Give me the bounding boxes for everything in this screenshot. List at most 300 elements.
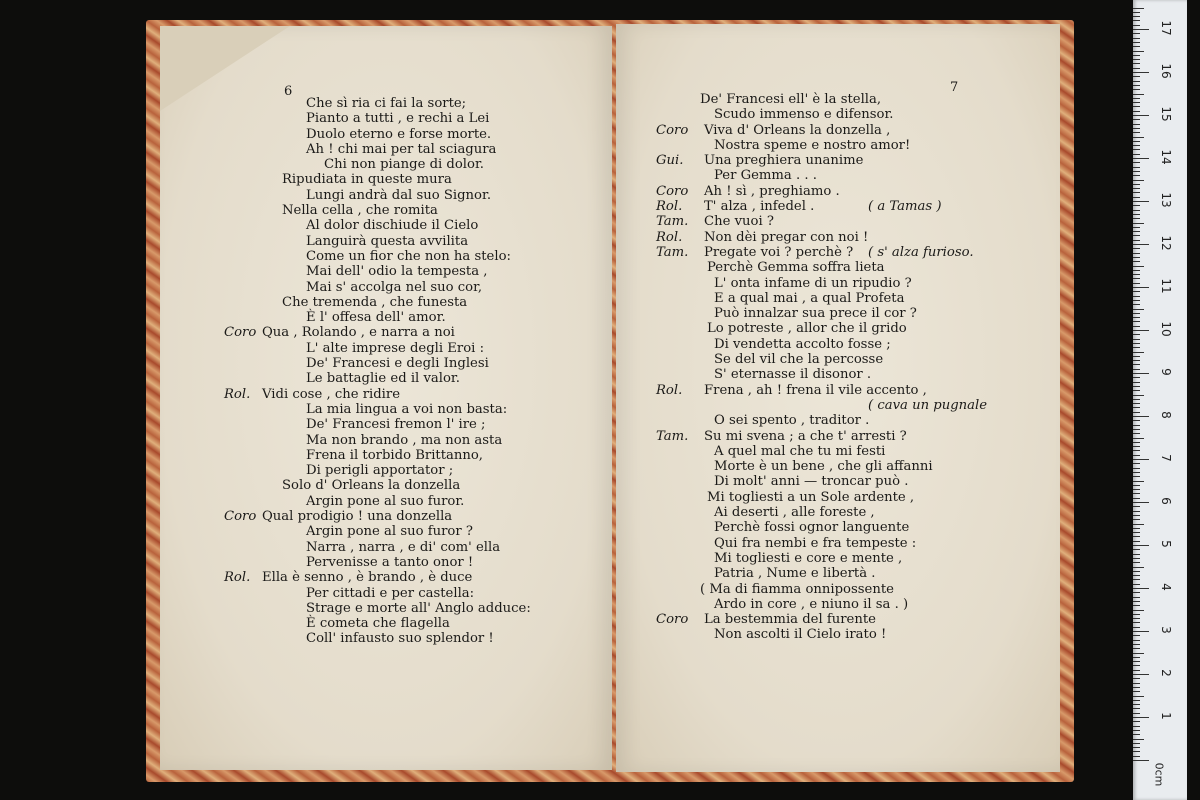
ruler-tick: [1133, 429, 1140, 430]
ruler-tick: [1133, 442, 1140, 443]
ruler-tick: [1133, 511, 1140, 512]
ruler-tick: [1133, 420, 1140, 421]
ruler-tick: [1133, 489, 1140, 490]
ruler-tick: [1133, 132, 1140, 133]
ruler-tick: [1133, 683, 1140, 684]
verse-text: Per Gemma . . .: [714, 168, 817, 184]
ruler-tick: [1133, 343, 1140, 344]
verse-line: [264, 448, 604, 463]
verse-text: Come un fior che non ha stelo:: [306, 248, 511, 264]
ruler-tick: [1133, 72, 1149, 73]
ruler-tick: [1133, 502, 1149, 503]
ruler-tick: [1133, 696, 1144, 697]
verse-line: [264, 280, 604, 295]
ruler-tick: [1133, 373, 1149, 374]
ruler-tick: [1133, 717, 1149, 718]
ruler-tick: [1133, 167, 1140, 168]
ruler-tick: [1133, 184, 1140, 185]
ruler-tick: [1133, 704, 1140, 705]
verse-text: Che sì ria ci fai la sorte;: [306, 96, 467, 111]
verse-line: [656, 276, 1056, 291]
verse-text: Che vuoi ?: [704, 214, 774, 230]
ruler-tick: [1133, 106, 1140, 107]
ruler-tick: [1133, 231, 1140, 232]
ruler-tick: [1133, 291, 1140, 292]
speaker-label: Tam.: [656, 214, 689, 230]
ruler-tick: [1133, 455, 1140, 456]
left-page: [160, 26, 612, 770]
verse-text: Di perigli apportator ;: [306, 463, 454, 479]
ruler-tick: [1133, 605, 1140, 606]
verse-line: [264, 264, 604, 279]
verse-line: [264, 127, 604, 142]
verse-line: [264, 310, 604, 325]
verse-text: ( Ma di fiamma onnipossente: [700, 581, 894, 597]
ruler-label: 5: [1159, 540, 1173, 548]
verse-line: [264, 463, 604, 478]
verse-line: [264, 172, 604, 187]
ruler-tick: [1133, 115, 1149, 116]
verse-text: Ai deserti , alle foreste ,: [714, 505, 875, 521]
ruler-tick: [1133, 326, 1140, 327]
text-block: [224, 96, 604, 647]
ruler-tick: [1133, 743, 1140, 744]
verse-line: [264, 234, 604, 249]
ruler-tick: [1133, 506, 1140, 507]
ruler-tick: [1133, 334, 1140, 335]
speaker-label: Coro: [656, 612, 689, 628]
ruler-tick: [1133, 81, 1140, 82]
ruler-tick: [1133, 399, 1140, 400]
ruler-tick: [1133, 55, 1140, 56]
ruler-tick: [1133, 248, 1140, 249]
verse-line: [224, 570, 604, 586]
verse-text: Non dèi pregar con noi !: [704, 229, 869, 245]
ruler-tick: [1133, 94, 1144, 95]
ruler-tick: [1133, 274, 1140, 275]
ruler-label: 13: [1159, 192, 1173, 208]
ruler-tick: [1133, 270, 1140, 271]
ruler-tick: [1133, 377, 1140, 378]
ruler-tick: [1133, 162, 1140, 163]
ruler-label: 10: [1159, 321, 1173, 337]
ruler-tick: [1133, 665, 1140, 666]
verse-line: [264, 417, 604, 432]
verse-line: [656, 337, 1056, 352]
ruler-tick: [1133, 498, 1140, 499]
ruler-tick: [1133, 201, 1149, 202]
ruler-tick: [1133, 317, 1140, 318]
ruler-tick: [1133, 597, 1140, 598]
verse-text: Chi non piange di dolor.: [324, 157, 485, 173]
ruler-tick: [1133, 433, 1140, 434]
verse-line: [264, 249, 604, 264]
ruler-tick: [1133, 364, 1140, 365]
verse-text: Di molt' anni — troncar può .: [714, 474, 909, 490]
ruler-tick: [1133, 528, 1140, 529]
ruler-tick: [1133, 515, 1140, 516]
verse-text: Ma non brando , ma non asta: [306, 432, 503, 448]
ruler-tick: [1133, 369, 1140, 370]
verse-text: La bestemmia del furente: [704, 612, 876, 628]
verse-line: [656, 199, 1056, 214]
verse-line: [264, 555, 604, 570]
verse-text: L' alte imprese degli Eroi :: [306, 340, 485, 356]
verse-line: [264, 295, 604, 310]
verse-text: Su mi svena ; a che t' arresti ?: [704, 428, 907, 444]
ruler-tick: [1133, 760, 1149, 761]
verse-line: [656, 627, 1056, 642]
verse-text: O sei spento , traditor .: [714, 413, 870, 429]
ruler-tick: [1133, 407, 1140, 408]
ruler-tick: [1133, 588, 1149, 589]
verse-text: Mi togliesti e core e mente ,: [714, 550, 903, 566]
text-block: [656, 92, 1056, 643]
ruler-tick: [1133, 145, 1140, 146]
verse-text: A quel mal che tu mi festi: [714, 443, 886, 459]
verse-text: Che tremenda , che funesta: [282, 294, 468, 310]
ruler-tick: [1133, 98, 1140, 99]
verse-text: S' eternasse il disonor .: [714, 367, 872, 383]
verse-text: Ripudiata in queste mura: [282, 172, 452, 188]
ruler-tick: [1133, 111, 1140, 112]
verse-line: [656, 138, 1056, 153]
verse-line: [264, 157, 604, 172]
ruler-label: 3: [1159, 626, 1173, 634]
ruler-tick: [1133, 192, 1140, 193]
ruler-tick: [1133, 158, 1149, 159]
ruler-tick: [1133, 721, 1140, 722]
verse-text: Ah ! sì , preghiamo .: [704, 183, 840, 199]
verse-text: T' alza , infedel .: [704, 199, 815, 215]
verse-text: Scudo immenso e difensor.: [714, 107, 894, 123]
verse-text: Mai dell' odio la tempesta ,: [306, 264, 488, 280]
verse-text: Al dolor dischiude il Cielo: [306, 218, 479, 234]
ruler-tick: [1133, 524, 1144, 525]
verse-text: Pervenisse a tanto onor !: [306, 554, 474, 570]
speaker-label: Rol.: [656, 229, 683, 245]
ruler-tick: [1133, 584, 1140, 585]
verse-line: [656, 398, 1056, 413]
ruler-tick: [1133, 360, 1140, 361]
ruler-label: 14: [1159, 149, 1173, 165]
verse-line: [264, 540, 604, 555]
verse-text: Perchè fossi ognor languente: [714, 520, 910, 536]
ruler-tick: [1133, 180, 1144, 181]
verse-line: [656, 429, 1056, 444]
ruler-tick: [1133, 708, 1140, 709]
ruler-tick: [1133, 700, 1140, 701]
ruler-label: 8: [1159, 411, 1173, 419]
verse-text: Mai s' accolga nel suo cor,: [306, 279, 483, 295]
verse-text: Una preghiera unanime: [704, 153, 864, 169]
ruler-tick: [1133, 46, 1140, 47]
ruler-tick: [1133, 446, 1140, 447]
ruler-tick: [1133, 493, 1140, 494]
ruler-tick: [1133, 51, 1144, 52]
ruler-tick: [1133, 390, 1140, 391]
ruler-tick: [1133, 657, 1140, 658]
ruler-tick: [1133, 309, 1144, 310]
ruler-tick: [1133, 532, 1140, 533]
verse-line: [656, 505, 1056, 520]
ruler-tick: [1133, 38, 1140, 39]
verse-text: Le battaglie ed il valor.: [306, 371, 460, 387]
verse-text: Languirà questa avvilita: [306, 233, 469, 249]
verse-text: Pianto a tutti , e rechi a Lei: [306, 111, 490, 127]
ruler-tick: [1133, 653, 1144, 654]
verse-line: [264, 203, 604, 218]
verse-line: [656, 306, 1056, 321]
speaker-label: Rol.: [224, 386, 251, 402]
ruler-tick: [1133, 519, 1140, 520]
verse-text: Se del vil che la percosse: [714, 352, 884, 368]
ruler-tick: [1133, 240, 1140, 241]
speaker-label: Coro: [224, 509, 257, 525]
ruler-tick: [1133, 205, 1140, 206]
speaker-label: Rol.: [224, 570, 251, 586]
ruler-tick: [1133, 85, 1140, 86]
ruler-tick: [1133, 614, 1140, 615]
verse-line: [656, 444, 1056, 459]
verse-text: Ella è senno , è brando , è duce: [262, 570, 473, 586]
verse-text: Pregate voi ? perchè ?: [704, 244, 854, 260]
page-number: 6: [284, 84, 293, 99]
verse-text: Vidi cose , che ridire: [262, 386, 400, 402]
ruler-tick: [1133, 16, 1140, 17]
ruler-tick: [1133, 610, 1144, 611]
ruler-tick: [1133, 8, 1144, 9]
right-page: [616, 24, 1060, 772]
verse-line: [264, 142, 604, 157]
ruler-tick: [1133, 472, 1140, 473]
verse-text: La mia lingua a voi non basta:: [306, 401, 508, 417]
ruler-tick: [1133, 670, 1140, 671]
ruler-tick: [1133, 635, 1140, 636]
ruler-tick: [1133, 278, 1140, 279]
ruler-tick: [1133, 674, 1149, 675]
ruler-tick: [1133, 579, 1140, 580]
ruler-tick: [1133, 25, 1140, 26]
verse-text: Di vendetta accolto fosse ;: [714, 336, 891, 352]
ruler-tick: [1133, 257, 1140, 258]
ruler-tick: [1133, 76, 1140, 77]
ruler-tick: [1133, 644, 1140, 645]
ruler-tick: [1133, 485, 1140, 486]
ruler-unit: 0cm: [1152, 762, 1166, 787]
verse-line: [264, 356, 604, 371]
verse-text: È cometa che flagella: [306, 616, 450, 632]
ruler-tick: [1133, 119, 1140, 120]
verse-text: Perchè Gemma soffra lieta: [707, 260, 885, 276]
ruler-tick: [1133, 382, 1140, 383]
verse-text: Nostra speme e nostro amor!: [714, 137, 911, 153]
ruler-tick: [1133, 734, 1140, 735]
ruler-tick: [1133, 730, 1140, 731]
verse-text: Duolo eterno e forse morte.: [306, 126, 492, 142]
verse-line: [656, 536, 1056, 551]
verse-line: [656, 490, 1056, 505]
ruler-tick: [1133, 300, 1140, 301]
ruler-tick: [1133, 223, 1144, 224]
ruler-tick: [1133, 210, 1140, 211]
verse-text: De' Francesi ell' è la stella,: [700, 92, 882, 107]
verse-line: [264, 96, 604, 111]
ruler-tick: [1133, 149, 1140, 150]
verse-line: [656, 184, 1056, 199]
ruler-tick: [1133, 356, 1140, 357]
page-number: 7: [950, 80, 959, 95]
ruler-tick: [1133, 687, 1140, 688]
verse-text: Qui fra nembi e fra tempeste :: [714, 535, 917, 551]
ruler-tick: [1133, 154, 1140, 155]
stage-direction: ( cava un pugnale: [868, 397, 988, 413]
verse-text: Qua , Rolando , e narra a noi: [262, 325, 455, 341]
ruler-tick: [1133, 395, 1144, 396]
ruler-tick: [1133, 141, 1140, 142]
ruler-tick: [1133, 128, 1140, 129]
verse-line: [264, 111, 604, 126]
verse-line: [656, 352, 1056, 367]
ruler-tick: [1133, 691, 1140, 692]
ruler-tick: [1133, 558, 1140, 559]
verse-line: [656, 474, 1056, 489]
stage-direction: ( a Tamas ): [868, 199, 942, 215]
verse-text: L' onta infame di un ripudio ?: [714, 275, 912, 291]
speaker-label: Coro: [224, 325, 257, 341]
ruler-tick: [1133, 218, 1140, 219]
ruler-tick: [1133, 536, 1140, 537]
ruler-tick: [1133, 29, 1149, 30]
verse-line: [656, 413, 1056, 428]
verse-line: [656, 260, 1056, 275]
ruler-label: 2: [1159, 669, 1173, 677]
speaker-label: Tam.: [656, 244, 689, 260]
ruler-tick: [1133, 33, 1140, 34]
verse-text: Lungi andrà dal suo Signor.: [306, 187, 492, 203]
ruler-label: 11: [1159, 278, 1173, 294]
speaker-label: Rol.: [656, 199, 683, 215]
verse-text: E a qual mai , a qual Profeta: [714, 290, 905, 306]
verse-line: [656, 459, 1056, 474]
ruler-tick: [1133, 261, 1140, 262]
verse-line: [264, 433, 604, 448]
verse-text: Ah ! chi mai per tal sciagura: [306, 141, 497, 157]
ruler-tick: [1133, 244, 1149, 245]
ruler-tick: [1133, 468, 1140, 469]
ruler-label: 6: [1159, 497, 1173, 505]
ruler-tick: [1133, 330, 1149, 331]
ruler-tick: [1133, 627, 1140, 628]
verse-line: [656, 597, 1056, 612]
ruler-tick: [1133, 403, 1140, 404]
ruler-tick: [1133, 481, 1144, 482]
verse-line: [656, 551, 1056, 566]
speaker-label: Coro: [656, 122, 689, 138]
verse-line: [264, 218, 604, 233]
ruler-tick: [1133, 313, 1140, 314]
verse-text: È l' offesa dell' amor.: [306, 310, 446, 326]
ruler-tick: [1133, 756, 1140, 757]
verse-text: Per cittadi e per castella:: [306, 585, 475, 601]
ruler-tick: [1133, 648, 1140, 649]
ruler-tick: [1133, 450, 1140, 451]
verse-line: [224, 325, 604, 341]
verse-line: [224, 386, 604, 402]
verse-line: [656, 214, 1056, 229]
ruler-tick: [1133, 554, 1140, 555]
ruler-tick: [1133, 549, 1140, 550]
ruler-tick: [1133, 197, 1140, 198]
ruler-label: 7: [1159, 454, 1173, 462]
ruler-tick: [1133, 571, 1140, 572]
ruler-label: 16: [1159, 63, 1173, 79]
verse-text: Patria , Nume e libertà .: [714, 566, 876, 582]
ruler-tick: [1133, 545, 1149, 546]
verse-line: [656, 153, 1056, 168]
verse-line: [656, 566, 1056, 581]
verse-text: Può innalzar sua prece il cor ?: [714, 306, 917, 322]
ruler-tick: [1133, 575, 1140, 576]
verse-line: [656, 92, 1056, 107]
ruler-label: 1: [1159, 712, 1173, 720]
ruler-tick: [1133, 175, 1140, 176]
verse-line: [656, 612, 1056, 627]
verse-line: [264, 616, 604, 631]
verse-line: [264, 402, 604, 417]
verse-text: Mi togliesti a un Sole ardente ,: [707, 489, 915, 505]
ruler-tick: [1133, 304, 1140, 305]
verse-text: Argin pone al suo furor.: [306, 493, 465, 509]
verse-text: Morte è un bene , che gli affanni: [714, 459, 933, 475]
ruler-tick: [1133, 171, 1140, 172]
ruler-tick: [1133, 416, 1149, 417]
ruler-tick: [1133, 214, 1140, 215]
verse-line: [656, 291, 1056, 306]
ruler-tick: [1133, 678, 1140, 679]
ruler-tick: [1133, 726, 1140, 727]
verse-line: [264, 524, 604, 539]
ruler-label: 4: [1159, 583, 1173, 591]
ruler-tick: [1133, 68, 1140, 69]
speaker-label: Tam.: [656, 428, 689, 444]
ruler-tick: [1133, 425, 1140, 426]
ruler-tick: [1133, 459, 1149, 460]
verse-line: [656, 245, 1056, 260]
verse-line: [656, 520, 1056, 535]
ruler-tick: [1133, 601, 1140, 602]
ruler-tick: [1133, 124, 1140, 125]
ruler-tick: [1133, 283, 1140, 284]
ruler-tick: [1133, 188, 1140, 189]
ruler-tick: [1133, 63, 1140, 64]
verse-text: Narra , narra , e di' com' ella: [306, 539, 501, 555]
ruler-tick: [1133, 476, 1140, 477]
verse-text: Frena , ah ! frena il vile accento ,: [704, 382, 927, 398]
ruler-tick: [1133, 412, 1140, 413]
speaker-label: Gui.: [656, 153, 684, 169]
ruler-tick: [1133, 463, 1140, 464]
ruler-tick: [1133, 386, 1140, 387]
ruler-tick: [1133, 102, 1140, 103]
verse-line: [656, 107, 1056, 122]
ruler-tick: [1133, 592, 1140, 593]
ruler-tick: [1133, 266, 1144, 267]
verse-line: [656, 123, 1056, 138]
verse-text: Frena il torbido Brittanno,: [306, 447, 484, 463]
ruler-tick: [1133, 339, 1140, 340]
verse-text: Nella cella , che romita: [282, 203, 438, 219]
